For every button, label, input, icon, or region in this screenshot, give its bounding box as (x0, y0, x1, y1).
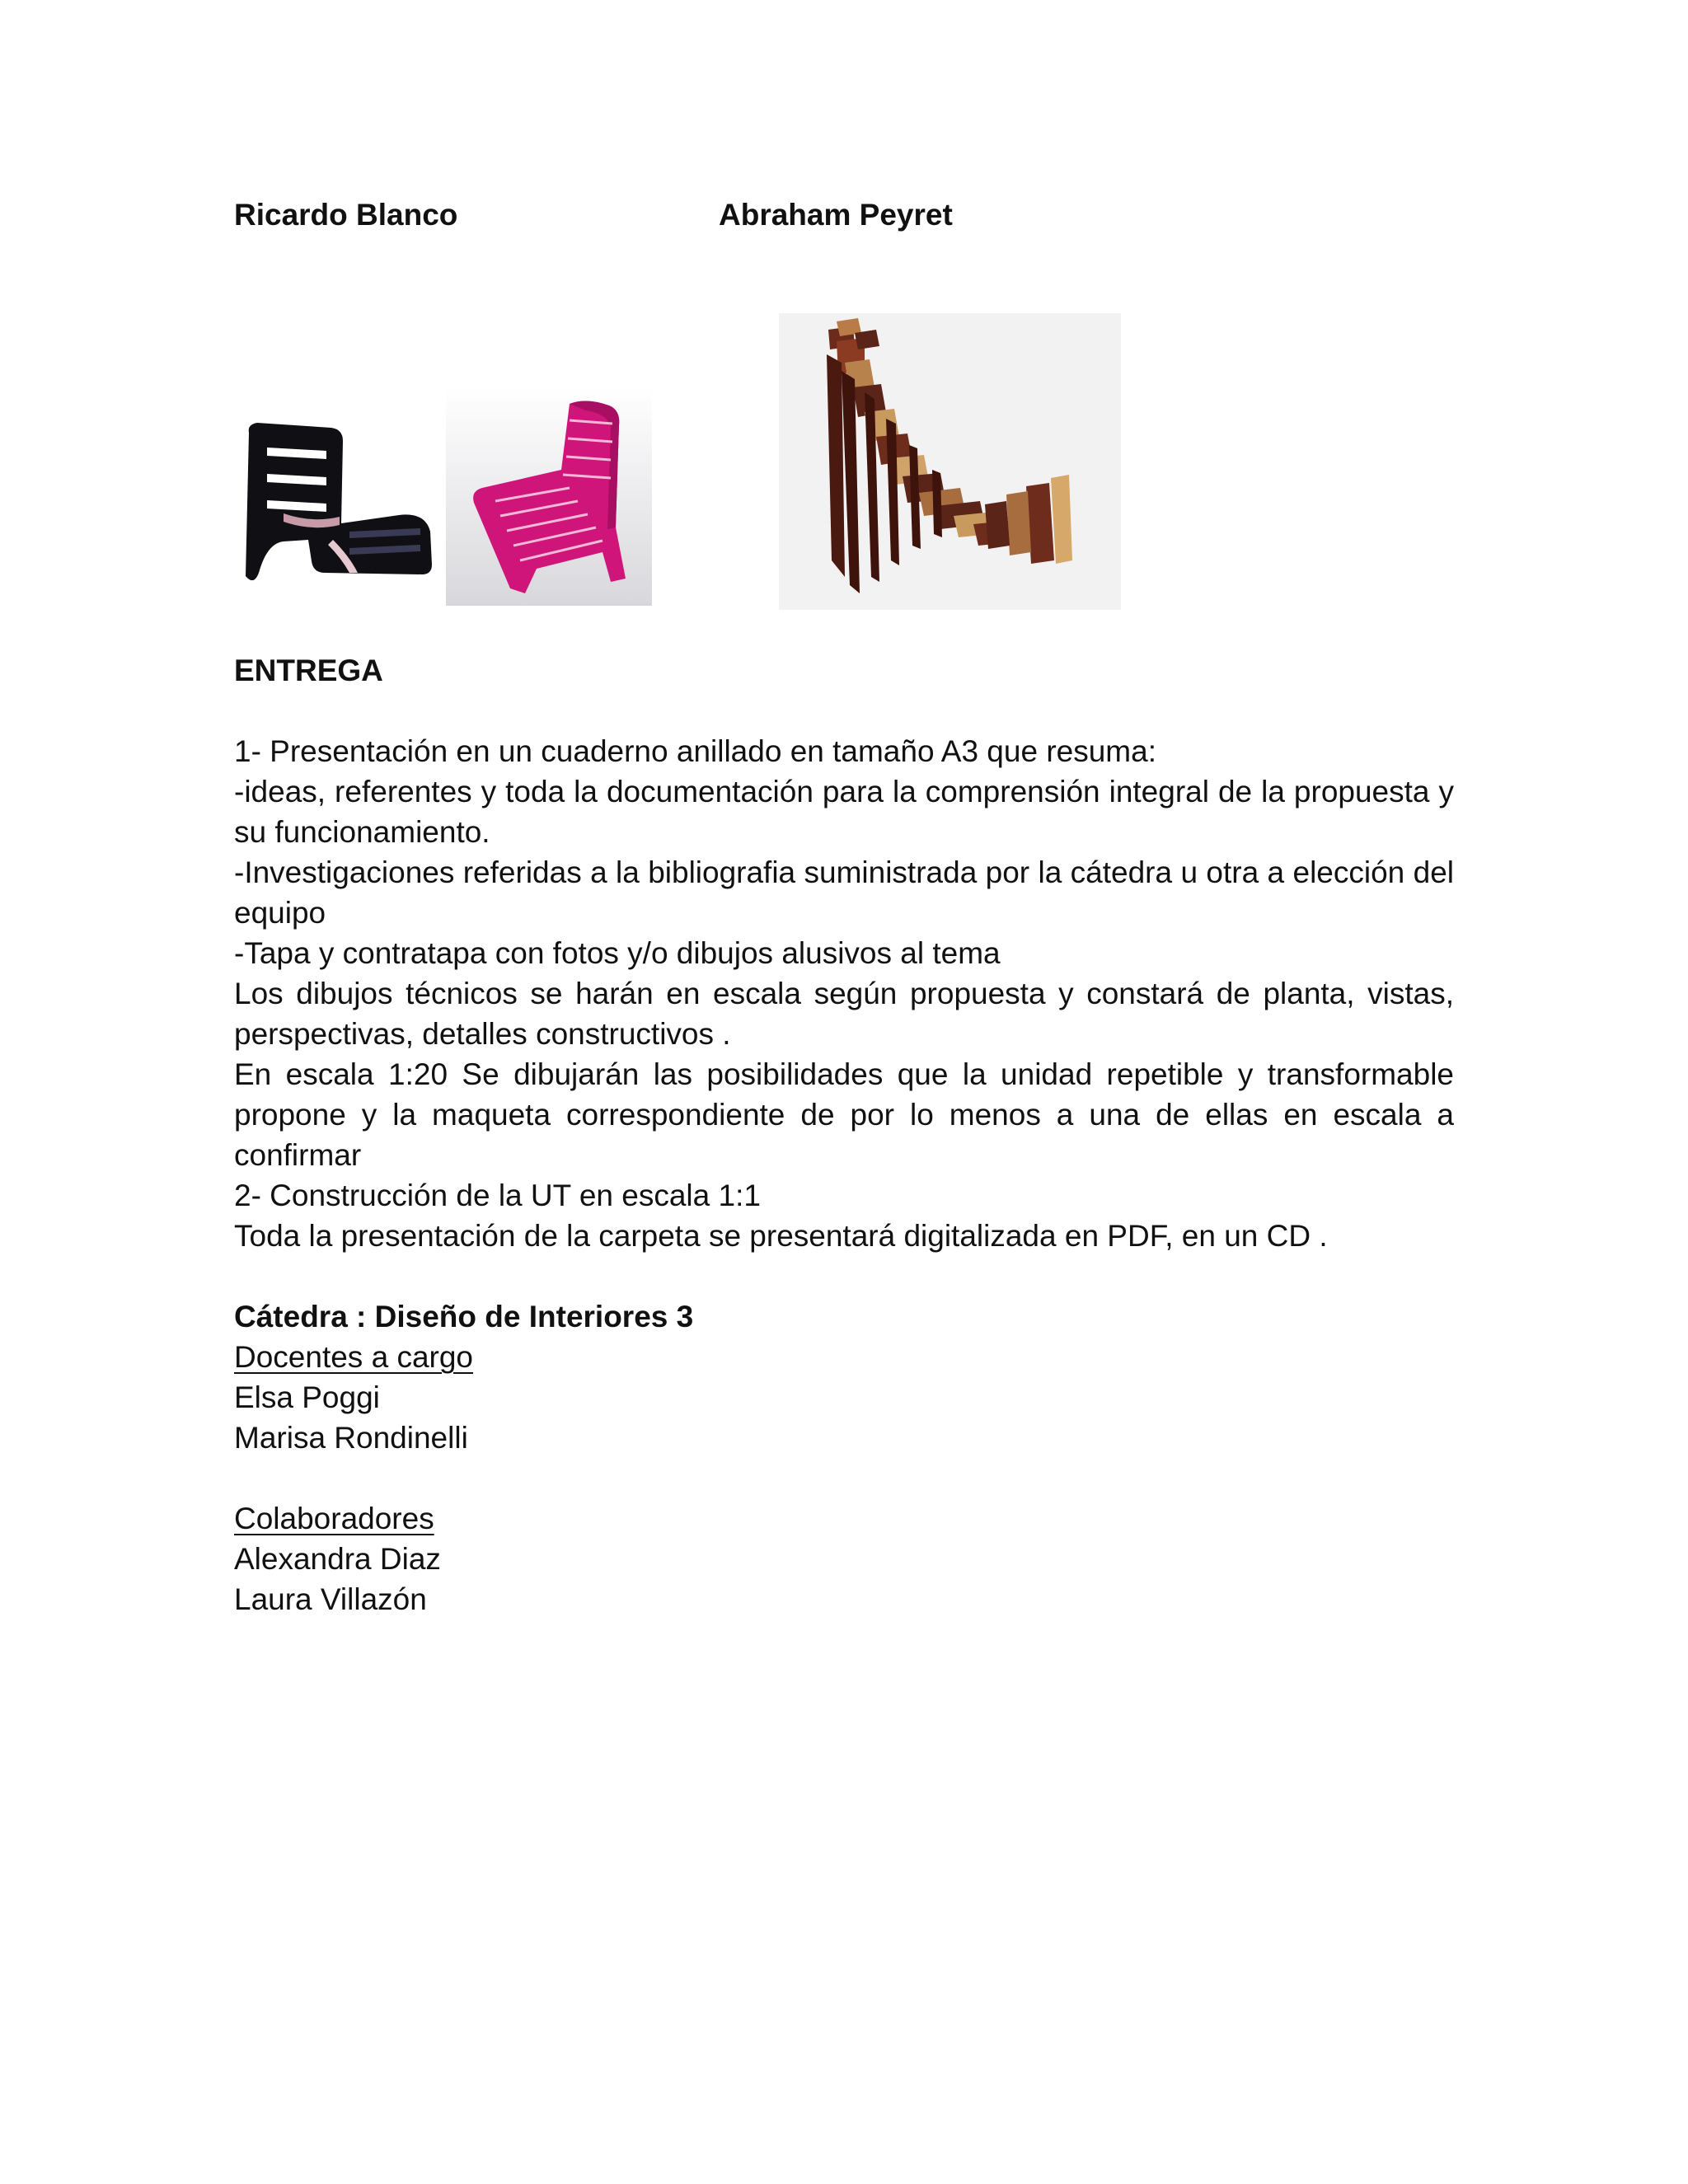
docente-name: Marisa Rondinelli (234, 1421, 468, 1455)
entrega-line-4: -Tapa y contratapa con fotos y/o dibujos alusivos al tema (234, 936, 1001, 970)
wooden-slatted-bench-icon (779, 313, 1121, 610)
wood-bench-image (779, 313, 1121, 610)
docente-name: Elsa Poggi (234, 1380, 380, 1414)
entrega-line-5: Los dibujos técnicos se harán en escala según propuesta y constará de planta, vistas, perspectivas, detalles constructivos . (234, 977, 1454, 1051)
entrega-body (234, 731, 1454, 1256)
entrega-line-6: En escala 1:20 Se dibujarán las posibilidades que la unidad repetible y transformable propone y la maqueta correspondiente de por lo menos a una de ellas en escala a confirmar (234, 1057, 1454, 1172)
entrega-line-2: -ideas, referentes y toda la documentación para la comprensión integral de la propuesta y su funcionamiento. (234, 775, 1454, 849)
pink-slatted-chair-icon (446, 387, 652, 606)
entrega-line-3: -Investigaciones referidas a la bibliografia suministrada por la cátedra u otra a elección del equipo (234, 855, 1454, 930)
colaboradores-label: Colaboradores (234, 1502, 434, 1535)
black-chair-image (234, 400, 440, 606)
entrega-line-7: 2- Construcción de la UT en escala 1:1 (234, 1179, 761, 1212)
pink-chair-image (446, 387, 652, 606)
black-slatted-armchair-icon (234, 400, 440, 606)
colaborador-name: Laura Villazón (234, 1582, 427, 1616)
author-ricardo-blanco: Ricardo Blanco (234, 198, 458, 232)
catedra-title: Cátedra : Diseño de Interiores 3 (234, 1300, 694, 1333)
entrega-heading: ENTREGA (234, 654, 383, 687)
entrega-line-1: 1- Presentación en un cuaderno anillado en tamaño A3 que resuma: (234, 734, 1156, 768)
entrega-line-8: Toda la presentación de la carpeta se presentará digitalizada en PDF, en un CD . (234, 1219, 1328, 1253)
docentes-label: Docentes a cargo (234, 1340, 474, 1374)
author-abraham-peyret: Abraham Peyret (719, 198, 953, 232)
colaborador-name: Alexandra Diaz (234, 1542, 441, 1576)
